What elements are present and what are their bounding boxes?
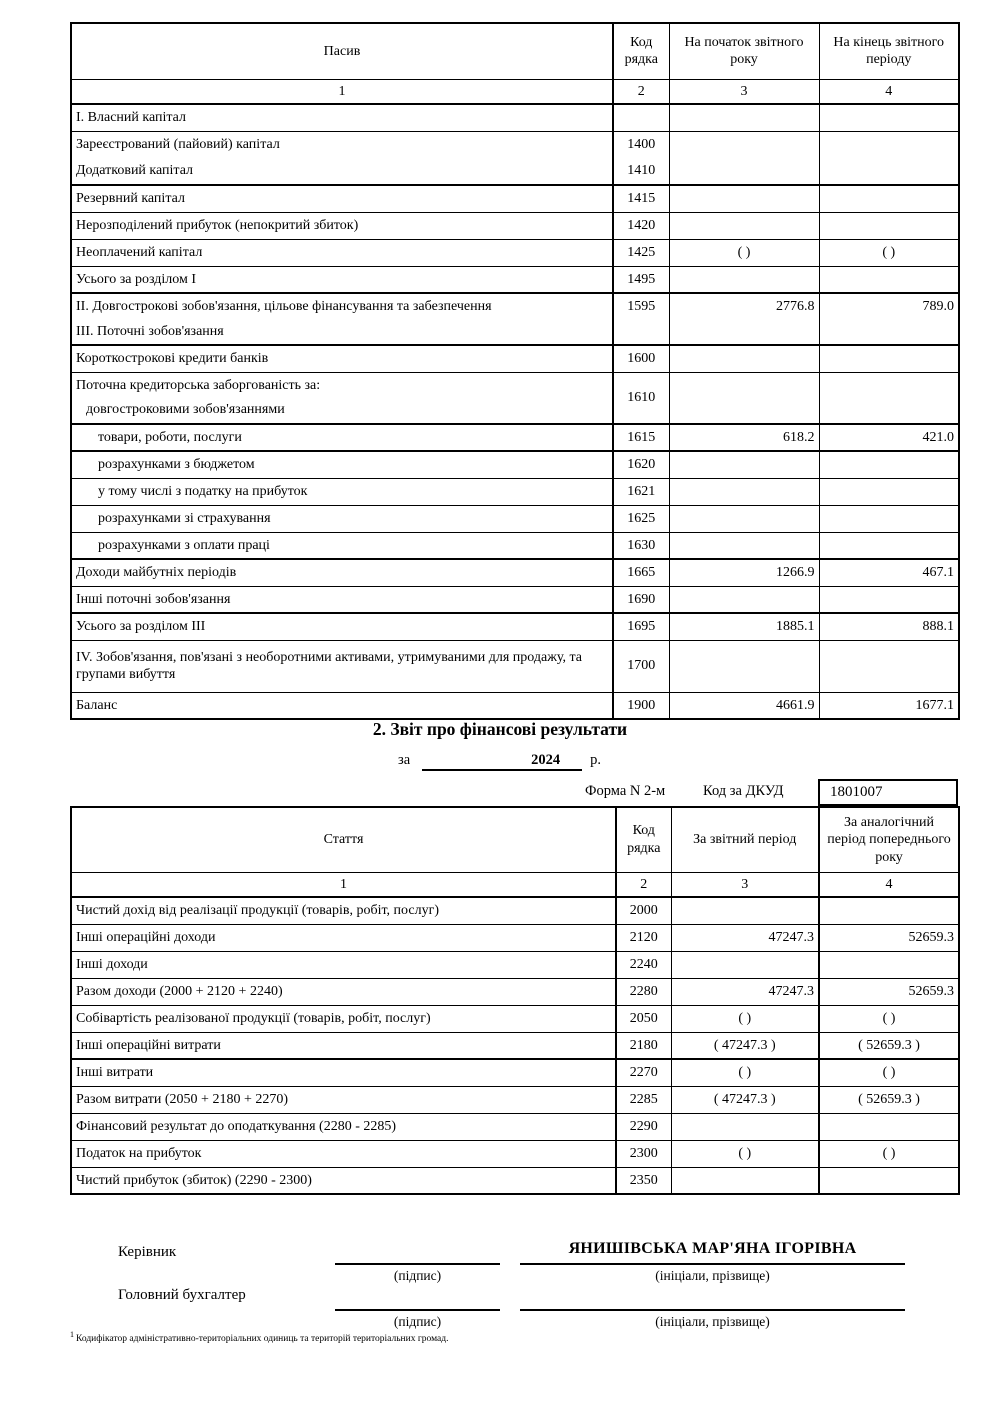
table2-header-row (71, 807, 959, 872)
col-header-row-code: Код рядка (613, 23, 669, 79)
value-col4 (819, 532, 959, 559)
row-code: 1415 (613, 185, 669, 212)
table-row (71, 640, 959, 692)
value-col4 (819, 1167, 959, 1194)
table-row (71, 345, 959, 372)
value-col4 (819, 131, 959, 158)
table-row (71, 372, 959, 424)
table-row (71, 978, 959, 1005)
value-col3 (669, 104, 819, 131)
value-col3 (669, 266, 819, 293)
table-row (71, 1032, 959, 1059)
footnote (70, 1330, 448, 1344)
row-label-cell: Поточна кредиторська заборгованість за: довгостроковими зобов'язаннями (71, 372, 613, 424)
value-col4: 52659.3 (819, 978, 959, 1005)
value-col3 (669, 158, 819, 185)
value-col3 (669, 586, 819, 613)
column-number: 4 (819, 79, 959, 104)
value-col4 (819, 505, 959, 532)
row-code: 2120 (616, 924, 671, 951)
row-code: 1695 (613, 613, 669, 640)
row-label-cell: Усього за розділом I (71, 266, 613, 293)
section2-title: 2. Звіт про фінансові результати (372, 719, 628, 739)
value-col3: ( 47247.3 ) (671, 1032, 819, 1059)
table-row (71, 924, 959, 951)
signature-line (520, 1263, 905, 1265)
form-number-label: Форма N 2-м (585, 783, 666, 799)
footnote-marker: 1 (70, 1330, 74, 1339)
table-row (71, 451, 959, 478)
value-col4 (819, 345, 959, 372)
signature-line (520, 1309, 905, 1311)
dkud-label: Код за ДКУД (703, 783, 784, 799)
value-col3: ( ) (669, 239, 819, 266)
value-col4 (819, 212, 959, 239)
value-col4: ( ) (819, 1059, 959, 1086)
column-number: 3 (671, 872, 819, 897)
year-suffix: р. (590, 752, 602, 768)
table-row (71, 505, 959, 532)
row-code: 1615 (613, 424, 669, 451)
value-col3: 47247.3 (671, 924, 819, 951)
row-label-cell: розрахунками з оплати праці (71, 532, 613, 559)
dkud-code-box (818, 779, 958, 806)
value-col4: 888.1 (819, 613, 959, 640)
row-code: 1400 (613, 131, 669, 158)
row-label-cell: розрахунками зі страхування (71, 505, 613, 532)
table1-header-row (71, 23, 959, 79)
row-code: 1620 (613, 451, 669, 478)
column-number: 4 (819, 872, 959, 897)
table-row (71, 951, 959, 978)
row-label-cell: II. Довгострокові зобов'язання, цільове фінансування та забезпечення III. Поточні зобов'язання (71, 293, 613, 345)
signature-line (335, 1309, 500, 1311)
value-col4: 467.1 (819, 559, 959, 586)
value-col3: ( 47247.3 ) (671, 1086, 819, 1113)
column-number: 1 (71, 872, 616, 897)
row-label-cell: Інші витрати (71, 1059, 616, 1086)
value-col3: ( ) (671, 1059, 819, 1086)
table-row (71, 1005, 959, 1032)
value-col4: ( ) (819, 1140, 959, 1167)
row-label-cell: розрахунками з бюджетом (71, 451, 613, 478)
table-row (71, 266, 959, 293)
signature-caption: (підпис) (393, 1314, 442, 1329)
value-col4: 421.0 (819, 424, 959, 451)
value-col3 (669, 478, 819, 505)
value-col3 (669, 640, 819, 692)
col-header-article: Стаття (71, 807, 616, 872)
row-code: 2290 (616, 1113, 671, 1140)
signature-caption: (підпис) (393, 1268, 442, 1283)
row-label-cell: Чистий прибуток (збиток) (2290 - 2300) (71, 1167, 616, 1194)
value-col3: 2776.8 (669, 293, 819, 345)
row-label-cell: Податок на прибуток (71, 1140, 616, 1167)
signature-line (335, 1263, 500, 1265)
value-col3 (671, 1167, 819, 1194)
value-col4 (819, 1113, 959, 1140)
col-header-row-code: Код рядка (616, 807, 671, 872)
director-label: Керівник (118, 1244, 177, 1260)
table1-column-numbers-row (71, 79, 959, 104)
row-code: 1410 (613, 158, 669, 185)
row-code: 2180 (616, 1032, 671, 1059)
row-label-cell: у тому числі з податку на прибуток (71, 478, 613, 505)
dkud-code-value: 1801007 (830, 784, 883, 800)
table-row (71, 293, 959, 345)
footnote-text: Кодифікатор адміністративно-територіальних одиниць та територій територіальних громад. (76, 1334, 449, 1345)
row-label-cell: Резервний капітал (71, 185, 613, 212)
table-row (71, 1167, 959, 1194)
value-col3: 47247.3 (671, 978, 819, 1005)
table-row (71, 613, 959, 640)
value-col4: 1677.1 (915, 697, 954, 713)
row-code: 2270 (616, 1059, 671, 1086)
row-label-cell: IV. Зобов'язання, пов'язані з необоротними активами, утримуваними для продажу, та групами вибуття (71, 640, 613, 692)
column-number: 2 (613, 79, 669, 104)
table-row (71, 212, 959, 239)
row-code: 1625 (613, 505, 669, 532)
column-number: 3 (669, 79, 819, 104)
col-header-passive: Пасив (71, 23, 613, 79)
value-col3 (669, 372, 819, 424)
value-col4 (819, 451, 959, 478)
table-row (71, 532, 959, 559)
row-code: 1595 (613, 293, 669, 345)
table-row (71, 586, 959, 613)
value-col4 (819, 897, 959, 924)
row-label-cell: Разом доходи (2000 + 2120 + 2240) (71, 978, 616, 1005)
value-col4: 789.0 (819, 293, 959, 345)
row-code: 1600 (613, 345, 669, 372)
value-col3 (669, 185, 819, 212)
row-code: 2240 (616, 951, 671, 978)
chief-accountant-label: Головний бухгалтер (118, 1287, 246, 1303)
row-code: 1630 (613, 532, 669, 559)
table-row (71, 239, 959, 266)
value-col3 (669, 505, 819, 532)
table-row (71, 1140, 959, 1167)
value-col3: 1885.1 (669, 613, 819, 640)
row-code: 1495 (613, 266, 669, 293)
value-col4: 52659.3 (819, 924, 959, 951)
value-col3 (671, 897, 819, 924)
col-header-reporting-period: За звітний період (671, 807, 819, 872)
value-col3: 4661.9 (669, 692, 819, 719)
row-code: 1425 (613, 239, 669, 266)
table-row (71, 559, 959, 586)
value-col4 (819, 372, 959, 424)
value-col4 (819, 266, 959, 293)
report-year: 2024 (422, 752, 582, 771)
table-row (71, 424, 959, 451)
liabilities-table (70, 22, 960, 720)
row-label-cell: Доходи майбутніх періодів (71, 559, 613, 586)
row-label-cell: Баланс (71, 692, 613, 719)
table-row (71, 1059, 959, 1086)
row-label-cell: Чистий дохід від реалізації продукції (товарів, робіт, послуг) (71, 897, 616, 924)
value-col4 (819, 586, 959, 613)
row-label-cell: Інші доходи (71, 951, 616, 978)
value-col3 (669, 532, 819, 559)
value-col4 (819, 185, 959, 212)
initials-caption: (ініціали, прізвище) (655, 1268, 770, 1283)
value-col3 (669, 451, 819, 478)
row-label-cell: Собівартість реалізованої продукції (товарів, робіт, послуг) (71, 1005, 616, 1032)
za-label: за (398, 752, 411, 768)
row-label-cell: Фінансовий результат до оподаткування (2280 - 2285) (71, 1113, 616, 1140)
row-code: 1621 (613, 478, 669, 505)
row-label-cell: Усього за розділом III (71, 613, 613, 640)
form-code-line (0, 779, 1000, 806)
row-label-cell: Разом витрати (2050 + 2180 + 2270) (71, 1086, 616, 1113)
value-col4: ( 52659.3 ) (819, 1086, 959, 1113)
row-label-cell: Неоплачений капітал (71, 239, 613, 266)
row-code (613, 104, 669, 131)
value-col3: 618.2 (669, 424, 819, 451)
col-header-period-end: На кінець звітного періоду (819, 23, 959, 79)
row-code: 2350 (616, 1167, 671, 1194)
table-row (71, 478, 959, 505)
report-period-line (398, 752, 601, 771)
row-label-cell: Інші операційні витрати (71, 1032, 616, 1059)
financial-results-table (70, 806, 960, 1195)
table-row (71, 692, 959, 719)
row-code: 1420 (613, 212, 669, 239)
row-code: 2000 (616, 897, 671, 924)
value-col4 (819, 478, 959, 505)
value-col3 (669, 131, 819, 158)
row-label-cell: Нерозподілений прибуток (непокритий збиток) (71, 212, 613, 239)
column-number: 2 (616, 872, 671, 897)
initials-caption: (ініціали, прізвище) (655, 1314, 770, 1329)
table-row (71, 185, 959, 212)
row-label-cell: Зареєстрований (пайовий) капітал (71, 131, 613, 158)
row-code: 1700 (613, 640, 669, 692)
row-code: 1900 (613, 692, 669, 719)
value-col3: ( ) (671, 1005, 819, 1032)
value-col4: ( 52659.3 ) (819, 1032, 959, 1059)
value-col4 (819, 951, 959, 978)
row-code: 2280 (616, 978, 671, 1005)
row-code: 1690 (613, 586, 669, 613)
row-code: 2300 (616, 1140, 671, 1167)
value-col3: 1266.9 (669, 559, 819, 586)
row-code: 1610 (613, 372, 669, 424)
value-col3 (671, 1113, 819, 1140)
table2-column-numbers-row (71, 872, 959, 897)
value-col3: ( ) (671, 1140, 819, 1167)
value-col4 (819, 640, 959, 692)
value-col4 (819, 104, 959, 131)
row-label-cell: Інші поточні зобов'язання (71, 586, 613, 613)
value-col3 (669, 212, 819, 239)
row-label-cell: товари, роботи, послуги (71, 424, 613, 451)
row-code: 2050 (616, 1005, 671, 1032)
row-label-cell: Інші операційні доходи (71, 924, 616, 951)
row-code: 1665 (613, 559, 669, 586)
table-row (71, 897, 959, 924)
col-header-previous-period: За аналогічний період попереднього року (819, 807, 959, 872)
value-col4 (819, 158, 959, 185)
row-code: 2285 (616, 1086, 671, 1113)
director-name: ЯНИШІВСЬКА МАР'ЯНА ІГОРІВНА (568, 1240, 857, 1257)
table-row (71, 104, 959, 131)
value-col3 (669, 345, 819, 372)
row-label-cell: Додатковий капітал (71, 158, 613, 185)
table-row (71, 1113, 959, 1140)
value-col4: ( ) (819, 239, 959, 266)
row-label-cell: Короткострокові кредити банків (71, 345, 613, 372)
table-row (71, 158, 959, 185)
value-col4: ( ) (819, 1005, 959, 1032)
column-number: 1 (71, 79, 613, 104)
row-label-cell: I. Власний капітал (71, 104, 613, 131)
value-col3 (671, 951, 819, 978)
table-row (71, 1086, 959, 1113)
col-header-period-start: На початок звітного року (669, 23, 819, 79)
table-row (71, 131, 959, 158)
